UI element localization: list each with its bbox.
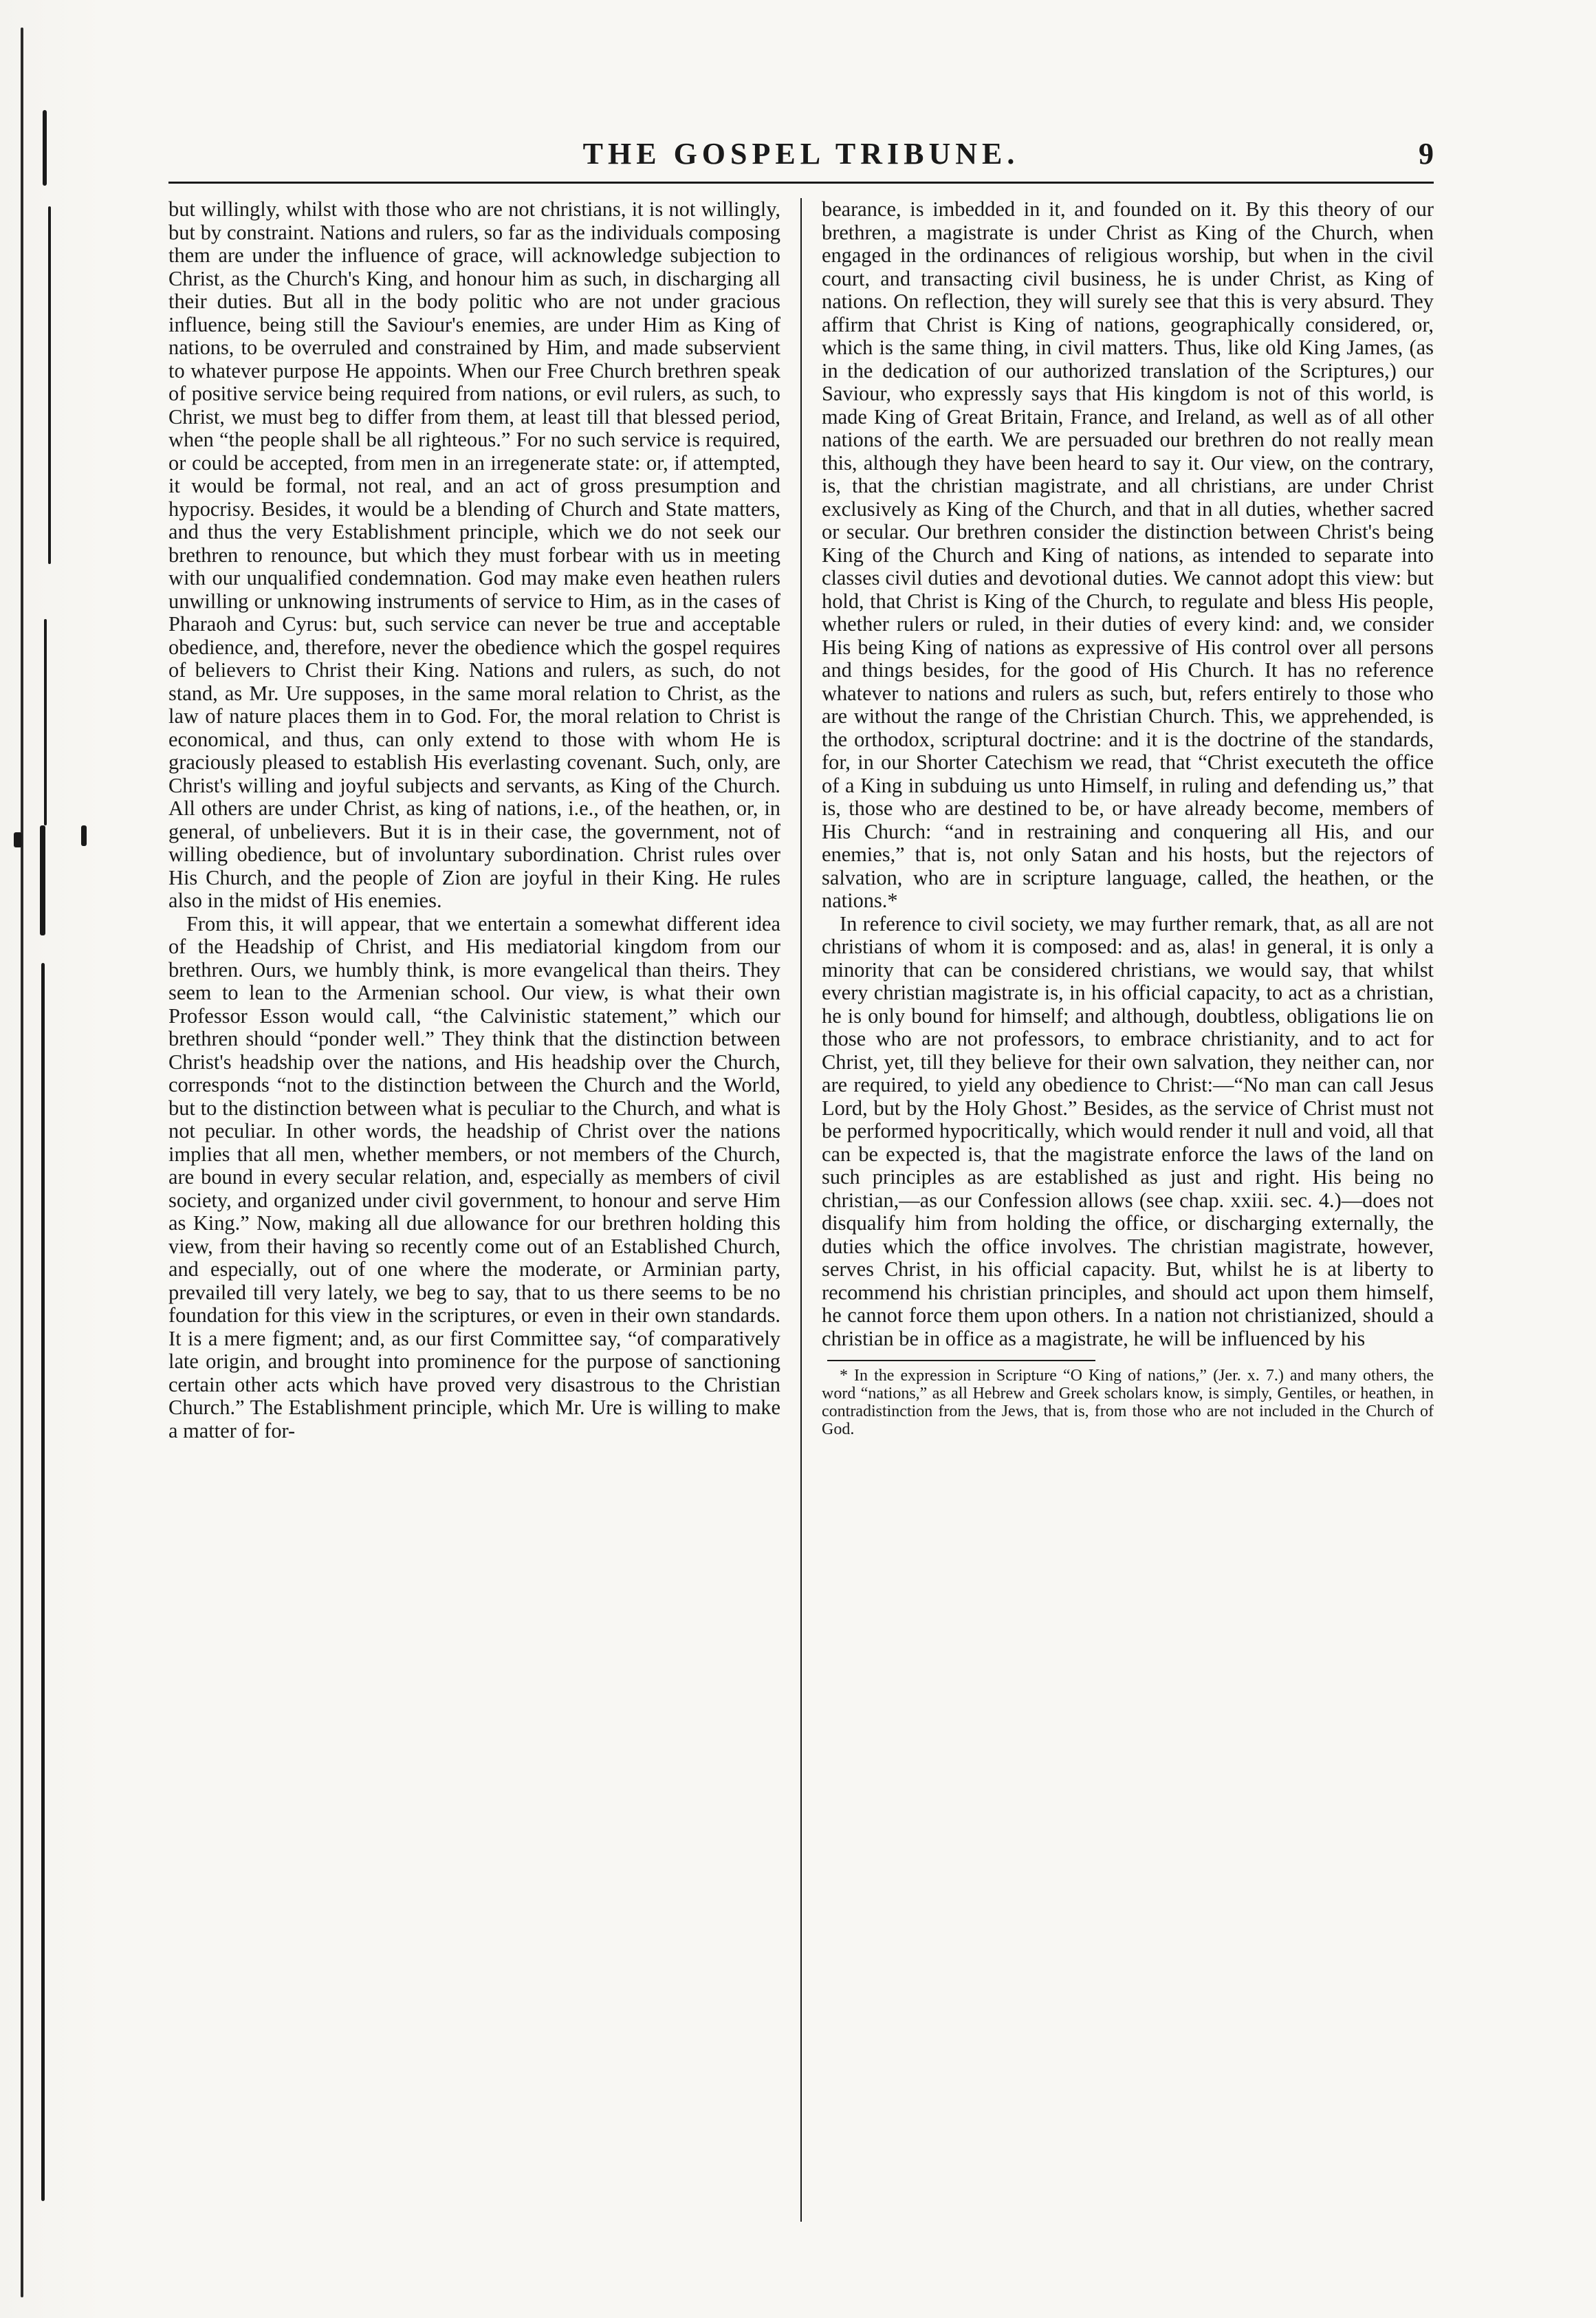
text-columns: [168, 198, 1434, 2222]
right-column: [822, 198, 1434, 2222]
binding-mark: [44, 619, 47, 825]
binding-mark: [41, 963, 45, 2201]
left-column: [168, 198, 780, 2222]
paragraph: From this, it will appear, that we entertain a somewhat different idea of the Headship of Christ, and His mediatorial kingdom from our brethren. Ours, we humbly think, is more evangelical than theirs. They seem to lean to the Armenian school. Our view, is what their own Professor Esson would call, “the Calvinistic statement,” which our brethren should “ponder well.” They think that the distinction between Christ's headship over the nations, and His headship over the Church, corresponds “not to the distinction between the Church and the World, but to the distinction between what is peculiar to the Church, and what is not peculiar. In other words, the headship of Christ over the nations implies that all men, whether members, or not members of the Church, are bound in every secular relation, and, especially as members of civil society, and organized under civil government, to honour and serve Him as King.” Now, making all due allowance for our brethren holding this view, from their having so recently come out of an Established Church, and especially, out of one where the moderate, or Arminian party, prevailed till very lately, we beg to say, that to us there seems to be no foundation for this view in the scriptures, or even in their own standards. It is a mere figment; and, as our first Committee say, “of comparatively late origin, and brought into prominence for the purpose of sanctioning certain other acts which have proved very disastrous to the Christian Church.” The Establishment principle, which Mr. Ure is willing to make a matter of for-: [168, 911, 780, 1442]
page-binding-edge: [0, 0, 103, 2318]
paragraph: In reference to civil society, we may further remark, that, as all are not christians of whom it is composed: and as, alas! in general, it is only a minority that can be considered christians, we would say, that whilst every christian magistrate is, in his official capacity, to act as a christian, he is only bound for himself; and although, doubtless, obligations lie on those who are not professors, to embrace christianity, and to act for Christ, yet, till they believe for their own salvation, they neither can, nor are required, to yield any obedience to Christ:—“No man can call Jesus Lord, but by the Holy Ghost.” Besides, as the service of Christ must not be performed hypocritically, which would render it null and void, all that can be expected is, that the magistrate enforce the laws of the land on such principles as are established as just and right. His being no christian,—as our Confession allows (see chap. xxiii. sec. 4.)—does not disqualify him from holding the office, or discharging externally, the duties which the office involves. The christian magistrate, however, serves Christ, in his official capacity. But, whilst he is at liberty to recommend his christian principles, and should act upon them himself, he cannot force them upon others. In a nation not christianized, should a christian be in office as a magistrate, he will be influenced by his: [822, 911, 1434, 1350]
binding-mark: [21, 28, 23, 2297]
binding-mark: [40, 825, 45, 935]
footnote-rule: [827, 1360, 1095, 1361]
footnote: * In the expression in Scripture “O King of nations,” (Jer. x. 7.) and many others, the word “nations,” as all Hebrew and Greek scholars know, is simply, Gentiles, or heathen, in contradistinction from the Jews, that is, from those who are not included in the Church of God.: [822, 1367, 1434, 1438]
running-title: THE GOSPEL TRIBUNE.: [582, 137, 1020, 171]
column-divider: [800, 198, 802, 2222]
paragraph: bearance, is imbedded in it, and founded on it. By this theory of our brethren, a magistrate is under Christ as King of the Church, when engaged in the ordinances of religious worship, but when in the civil court, and transacting civil business, he is under Christ, as King of nations. On reflection, they will surely see that this is very absurd. They affirm that Christ is King of nations, geographically considered, or, which is the same thing, in civil matters. Thus, like old King James, (as in the dedication of our authorized translation of the Scriptures,) our Saviour, who expressly says that His kingdom is not of this world, is made King of Great Britain, France, and Ireland, as well as of all other nations of the earth. We are persuaded our brethren do not really mean this, although they have been heard to say it. Our view, on the contrary, is, that the christian magistrate, and all christians, are under Christ exclusively as King of the Church, and that in all duties, whether sacred or secular. Our brethren consider the distinction between Christ's being King of the Church and King of nations, as intended to separate into classes civil duties and devotional duties. We cannot adopt this view: but hold, that Christ is King of the Church, to regulate and bless His people, whether rulers or ruled, in their duties of every kind: and, we consider His being King of nations as expressive of His control over all persons and things besides, for the good of His Church. It has no reference whatever to nations and rulers as such, but, refers entirely to those who are without the range of the Christian Church. This, we apprehended, is the orthodox, scriptural doctrine: and it is the doctrine of the standards, for, in our Shorter Catechism we read, that “Christ executeth the office of a King in subduing us unto Himself, in ruling and defending us,” that is, those who are destined to be, or have already become, members of His Church: “and in restraining and conquering all His, and our enemies,” that is, not only Satan and his hosts, but the rejectors of salvation, who are in scripture language, called, the heathen, or the nations.*: [822, 197, 1434, 912]
binding-mark: [48, 206, 51, 564]
page-header: [168, 124, 1434, 186]
binding-mark: [81, 825, 87, 846]
newspaper-page: [168, 124, 1434, 2222]
binding-mark: [43, 110, 47, 186]
paragraph: but willingly, whilst with those who are not christians, it is not willingly, but by constraint. Nations and rulers, so far as the individuals composing them are under the influence of grace, will acknowledge subjection to Christ, as the Church's King, and honour him as such, in discharging all their duties. But all in the body politic who are not under gracious influence, being still the Saviour's enemies, are under Him as King of nations, to be overruled and constrained by Him, and made subservient to whatever purpose He appoints. When our Free Church brethren speak of positive service being required from nations, or evil rulers, as such, to Christ, we must beg to differ from them, at least till that blessed period, when “the people shall be all righteous.” For no such service is required, or could be accepted, from men in an irregenerate state: or, if attempted, it would be formal, not real, and an act of gross presumption and hypocrisy. Besides, it would be a blending of Church and State matters, and thus the very Establishment principle, which we do not seek our brethren to renounce, but which they must forbear with us in meeting with our unqualified condemnation. God may make even heathen rulers unwilling or unknowing instruments of service to Him, as in the cases of Pharaoh and Cyrus: but, such service can never be true and acceptable obedience, and, therefore, never the obedience which the gospel requires of believers to Christ their King. Nations and rulers, as such, do not stand, as Mr. Ure supposes, in the same moral relation to Christ, as the law of nature places them in to God. For, the moral relation to Christ is economical, and thus, can only extend to those with whom He is graciously pleased to establish His everlasting covenant. Such, only, are Christ's willing and joyful subjects and servants, as King of the Church. All others are under Christ, as king of nations, i.e., of the heathen, or, in general, of unbelievers. But it is in their case, the government, not of willing obedience, but of involuntary subordination. Christ rules over His Church, and the people of Zion are joyful in their King. He rules also in the midst of His enemies.: [168, 197, 780, 912]
page-number: 9: [1419, 137, 1434, 171]
binding-mark: [14, 832, 22, 847]
header-rule: [168, 182, 1434, 184]
